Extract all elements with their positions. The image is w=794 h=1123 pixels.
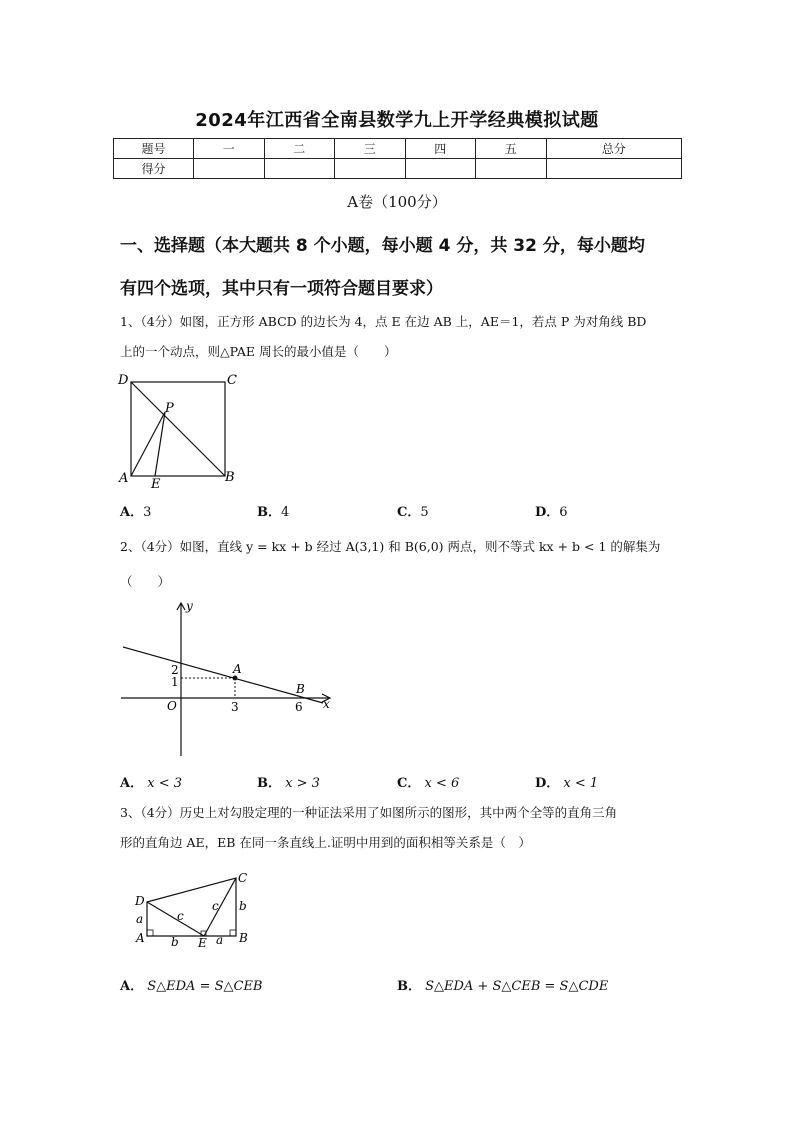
q2-line-graph [115,598,345,758]
score-table [113,138,682,179]
label-b: B [239,931,248,945]
q1-square-figure [115,370,245,490]
q3-text-line1: 3、（4分）历史上对勾股定理的一种证法采用了如图所示的图形，其中两个全等的直角三角 [120,805,618,820]
score-table-header-row [114,139,682,159]
score-header-cell: 总分 [546,139,682,159]
q1-option-c[interactable]: C．5 [397,505,429,520]
q2-option-b[interactable]: B． x > 3 [257,776,320,791]
score-cell[interactable] [194,159,265,179]
score-table-score-row [114,159,682,179]
score-header-cell: 二 [264,139,335,159]
part1-heading-line1: 一、选择题（本大题共 8 个小题，每小题 4 分，共 32 分，每小题均 [120,236,645,256]
score-cell[interactable] [264,159,335,179]
segment-ec [204,878,236,936]
label-c: C [238,871,248,885]
label-a: A [136,931,145,945]
label-c: C [227,373,237,388]
label-side-a-bottom: a [216,933,224,947]
q2-option-d[interactable]: D． x < 1 [535,776,599,791]
score-header-cell: 四 [405,139,476,159]
q2-text-line1: 2、（4分）如图，直线 y = kx + b 经过 A(3,1) 和 B(6,0) 两点，则不等式 kx + b < 1 的解集为 [120,539,661,554]
score-header-cell: 题号 [114,139,194,159]
section-a-heading: A卷（100分） [347,193,447,211]
score-row-label: 得分 [114,159,194,179]
label-side-a-left: a [136,912,144,926]
label-d: D [118,373,129,388]
label-a: A [119,471,129,486]
label-side-b-bottom: b [171,935,179,949]
label-e: E [198,936,207,950]
score-header-cell: 一 [194,139,265,159]
label-hyp-c-right: c [212,899,219,913]
label-d: D [135,894,145,908]
diagonal-bd [131,382,225,476]
exam-title: 2024年江西省全南县数学九上开学经典模拟试题 [195,110,599,131]
score-cell[interactable] [335,159,406,179]
tick-2: 2 [171,663,179,677]
q3-option-a[interactable]: A． S△EDA = S△CEB [120,979,263,994]
score-cell[interactable] [476,159,547,179]
score-header-cell: 三 [335,139,406,159]
q1-option-b[interactable]: B．4 [257,505,290,520]
label-p: P [165,401,174,416]
label-hyp-c-left: c [177,909,184,923]
score-cell[interactable] [546,159,682,179]
score-cell[interactable] [405,159,476,179]
q1-text-line1: 1、（4分）如图，正方形 ABCD 的边长为 4，点 E 在边 AB 上，AE＝1，若点 P 为对角线 BD [120,314,647,329]
label-y: y [186,599,193,613]
q3-option-b[interactable]: B． S△EDA + S△CEB = S△CDE [397,979,609,994]
score-header-cell: 五 [476,139,547,159]
q2-option-a[interactable]: A． x < 3 [120,776,182,791]
label-side-b-right: b [239,899,247,913]
label-e: E [151,477,161,490]
label-b: B [296,682,305,696]
label-b: B [225,470,235,485]
label-origin: O [167,699,177,713]
q2-text-line2: （ ） [120,574,171,589]
q1-option-a[interactable]: A．3 [120,505,152,520]
q3-text-line2: 形的直角边 AE，EB 在同一条直线上.证明中用到的面积相等关系是（ ） [120,835,531,850]
label-x: x [323,697,330,711]
right-angle-a [147,930,153,936]
label-a: A [233,662,242,676]
trapezoid-abcd [147,878,236,936]
segment-de [147,902,204,936]
part1-heading-line2: 有四个选项，其中只有一项符合题目要求） [120,279,443,299]
line-y-kx-b [123,647,323,703]
q2-option-c[interactable]: C． x < 6 [397,776,460,791]
q3-trapezoid-figure [128,866,268,950]
q1-option-d[interactable]: D．6 [535,505,568,520]
point-a [233,676,238,681]
tick-1: 1 [171,675,179,689]
q1-text-line2: 上的一个动点，则△PAE 周长的最小值是（ ） [120,344,397,359]
tick-6: 6 [295,700,303,714]
right-angle-b [230,930,236,936]
tick-3: 3 [231,700,239,714]
